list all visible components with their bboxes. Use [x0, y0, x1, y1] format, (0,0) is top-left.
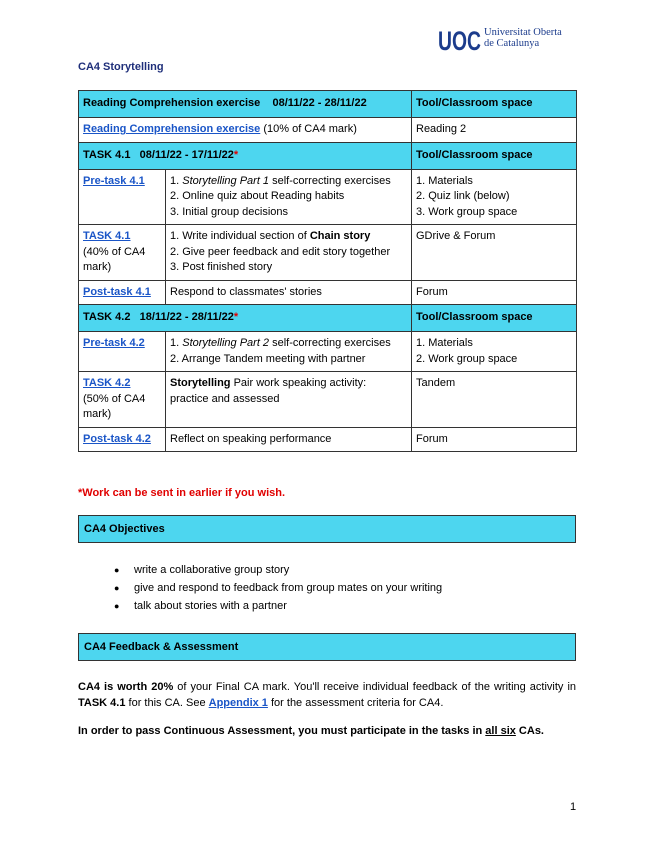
task-42-cell — [79, 372, 166, 428]
table-row — [79, 169, 577, 225]
task-41-link[interactable]: TASK 4.1 — [83, 230, 131, 242]
feedback-heading: CA4 Feedback & Assessment — [78, 633, 576, 661]
header-task41-title: TASK 4.1 08/11/22 - 17/11/22* — [79, 142, 412, 169]
header-task42-tool: Tool/Classroom space — [412, 305, 577, 332]
task-41-tool: GDrive & Forum — [412, 225, 577, 281]
table-header-reading — [79, 91, 577, 118]
post-task-42-desc: Reflect on speaking performance — [166, 427, 412, 452]
post-task-42-link[interactable]: Post-task 4.2 — [83, 432, 151, 445]
logo-letters: UOC — [438, 26, 481, 56]
page-number: 1 — [570, 801, 577, 813]
feedback-paragraph: CA4 is worth 20% of your Final CA mark. You'll receive individual feedback of the writing activity in TASK 4.1 for this CA. See Appendix 1 for the assessment criteria for CA4. — [78, 681, 576, 709]
table-row — [79, 332, 577, 372]
task-42-weight: (50% of CA4 mark) — [83, 392, 146, 420]
pre-task-41-desc: 1. Storytelling Part 1 self-correcting exercises 2. Online quiz about Reading habits 3. Initial group decisions — [166, 169, 412, 225]
pre-task-42-cell — [79, 332, 166, 372]
table-row — [79, 372, 577, 428]
post-task-42-cell — [79, 427, 166, 452]
uoc-logo — [438, 22, 578, 60]
task-41-cell — [79, 225, 166, 281]
appendix-1-link[interactable]: Appendix 1 — [208, 697, 268, 709]
reading-comprehension-link[interactable]: Reading Comprehension exercise — [83, 123, 261, 135]
table-header-task42 — [79, 305, 577, 332]
table-header-task41 — [79, 142, 577, 169]
logo-text — [484, 27, 562, 49]
reading-tool: Reading 2 — [412, 118, 577, 143]
post-task-41-cell — [79, 280, 166, 305]
list-item: ● write a collaborative group story — [114, 561, 442, 579]
logo-line-1: Universitat Oberta — [484, 27, 562, 38]
early-submission-note: *Work can be sent in earlier if you wish. — [78, 487, 286, 499]
task-42-tool: Tandem — [412, 372, 577, 428]
pre-task-41-link[interactable]: Pre-task 4.1 — [83, 174, 145, 187]
logo-line-2: de Catalunya — [484, 38, 540, 49]
uoc-logo-mark — [438, 22, 482, 58]
list-item: ● talk about stories with a partner — [114, 597, 442, 615]
task-42-link[interactable]: TASK 4.2 — [83, 377, 131, 389]
header-task42-title: TASK 4.2 18/11/22 - 28/11/22* — [79, 305, 412, 332]
header-reading-title: Reading Comprehension exercise 08/11/22 - 28/11/22 — [79, 91, 412, 118]
table-row — [79, 280, 577, 305]
pre-task-42-desc: 1. Storytelling Part 2 self-correcting exercises 2. Arrange Tandem meeting with partner — [166, 332, 412, 372]
header-task41-tool: Tool/Classroom space — [412, 142, 577, 169]
objectives-heading: CA4 Objectives — [78, 515, 576, 543]
pre-task-42-tools: 1. Materials 2. Work group space — [412, 332, 577, 372]
post-task-41-desc: Respond to classmates' stories — [166, 280, 412, 305]
pre-task-42-link[interactable]: Pre-task 4.2 — [83, 337, 145, 349]
pre-task-41-cell — [79, 169, 166, 225]
table-row — [79, 118, 577, 143]
post-task-41-tool: Forum — [412, 280, 577, 305]
task-41-weight: (40% of CA4 mark) — [83, 245, 146, 273]
table-row — [79, 225, 577, 281]
post-task-41-link[interactable]: Post-task 4.1 — [83, 285, 151, 298]
table-row — [79, 427, 577, 452]
list-item: ● give and respond to feedback from group mates on your writing — [114, 579, 442, 597]
task-41-desc: 1. Write individual section of Chain story 2. Give peer feedback and edit story together 3. Post finished story — [166, 225, 412, 281]
pre-task-41-tools: 1. Materials 2. Quiz link (below) 3. Work group space — [412, 169, 577, 225]
objectives-list — [114, 561, 442, 615]
task-table — [78, 90, 577, 452]
doc-title: CA4 Storytelling — [78, 61, 164, 73]
header-reading-tool: Tool/Classroom space — [412, 91, 577, 118]
reading-cell: Reading Comprehension exercise (10% of CA4 mark) — [79, 118, 412, 143]
task-42-desc: Storytelling Pair work speaking activity: practice and assessed — [166, 372, 412, 428]
pass-requirement-paragraph: In order to pass Continuous Assessment, you must participate in the tasks in all six CAs. — [78, 725, 544, 737]
post-task-42-tool: Forum — [412, 427, 577, 452]
